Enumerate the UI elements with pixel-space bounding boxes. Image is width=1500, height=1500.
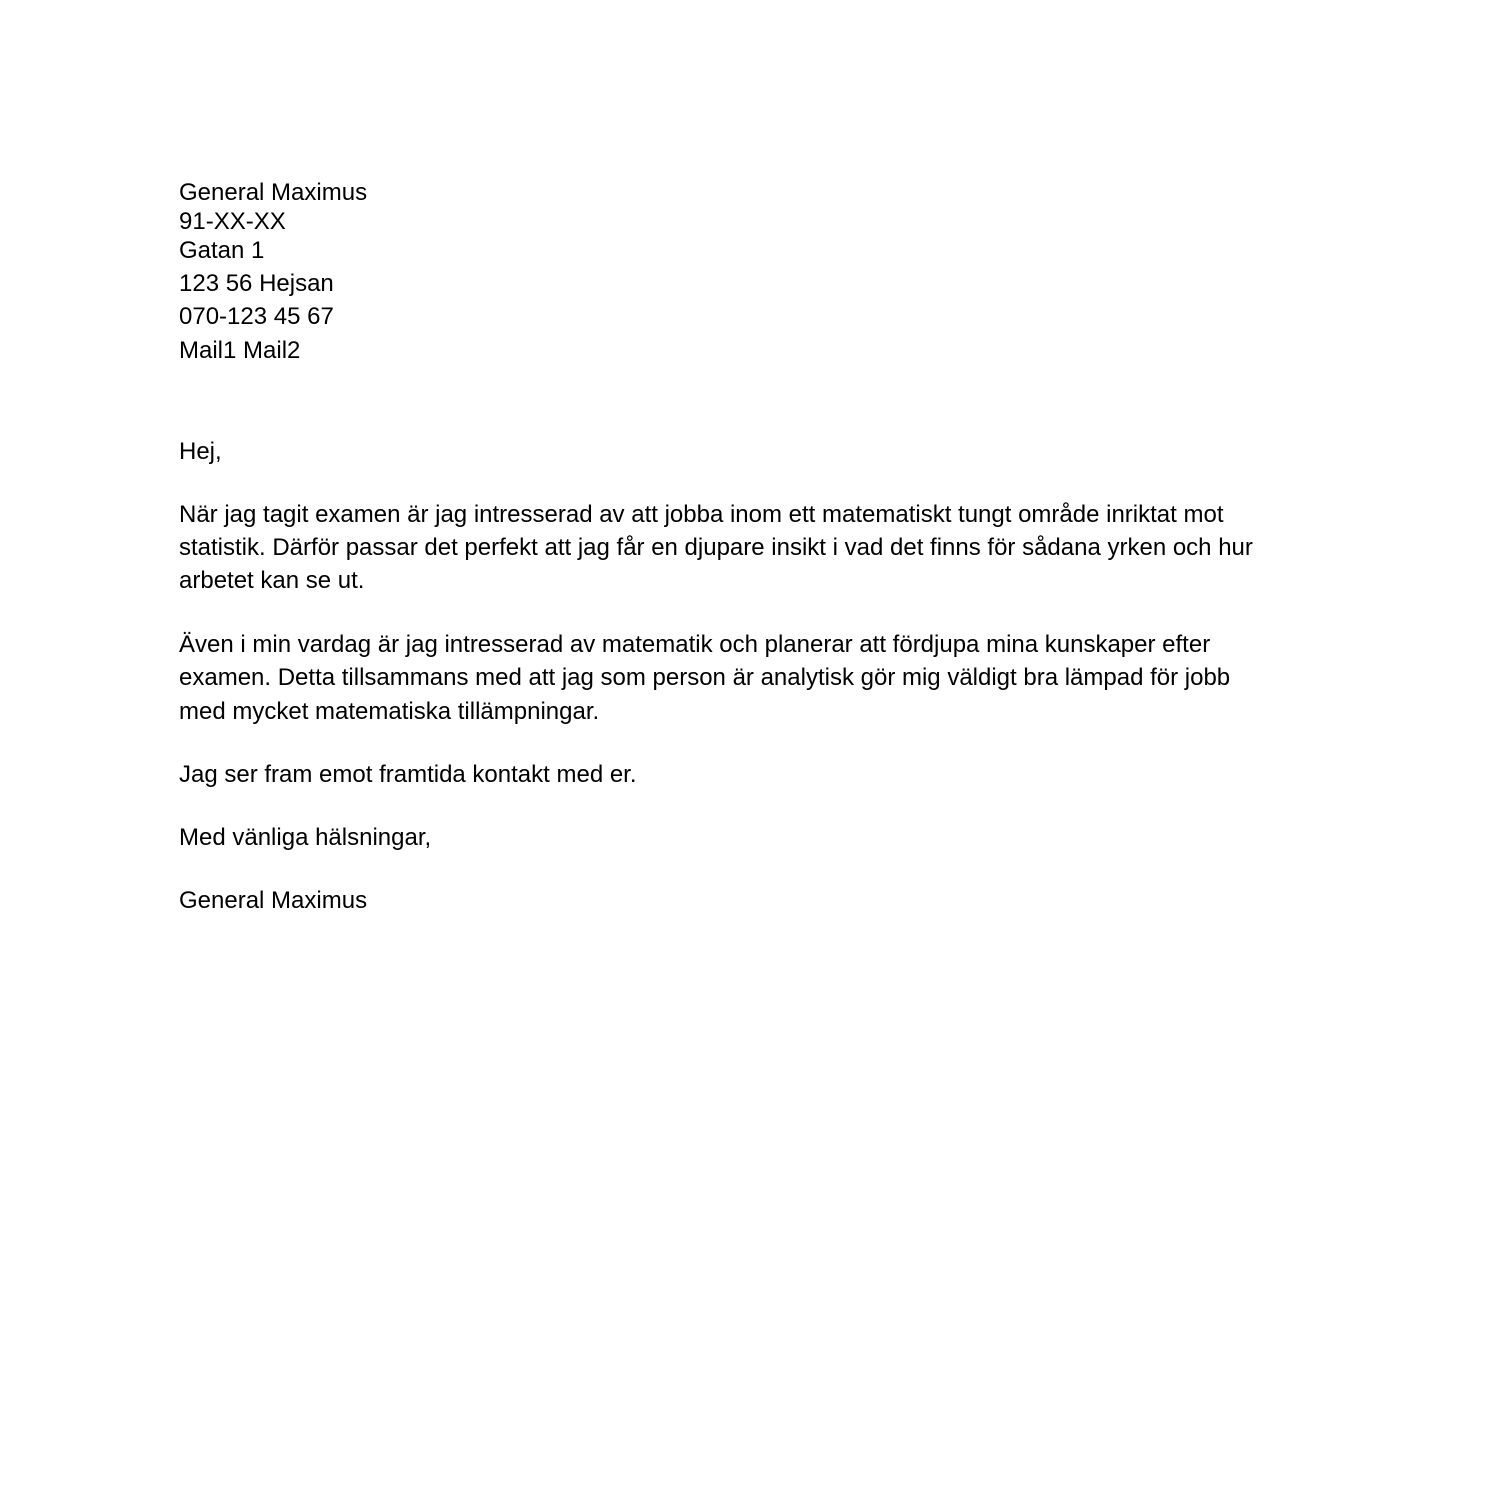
paragraph2-line3: med mycket matematiska tillämpningar. [179,698,600,725]
paragraph2-line1: Även i min vardag är jag intresserad av matematik och planerar att fördjupa mina kunskaper efter [179,631,1211,658]
signature: General Maximus [179,887,368,914]
greeting: Hej, [179,438,222,465]
sender-mail: Mail1 Mail2 [179,337,301,364]
paragraph1-line3: arbetet kan se ut. [179,567,365,594]
paragraph2-line2: examen. Detta tillsammans med att jag som person är analytisk gör mig väldigt bra lämpad för jobb [179,664,1231,691]
sender-name: General Maximus [179,179,368,206]
sender-id-number: 91-XX-XX [179,208,286,235]
paragraph1-line2: statistik. Därför passar det perfekt att jag får en djupare insikt i vad det finns för sådana yrken och hur [179,534,1253,561]
sender-postal-city: 123 56 Hejsan [179,270,334,297]
sign-off: Med vänliga hälsningar, [179,824,432,851]
closing-line: Jag ser fram emot framtida kontakt med er. [179,761,637,788]
sender-street: Gatan 1 [179,237,265,264]
paragraph1-line1: När jag tagit examen är jag intresserad av att jobba inom ett matematiskt tungt område inriktat mot [179,501,1224,528]
sender-phone: 070-123 45 67 [179,303,334,330]
